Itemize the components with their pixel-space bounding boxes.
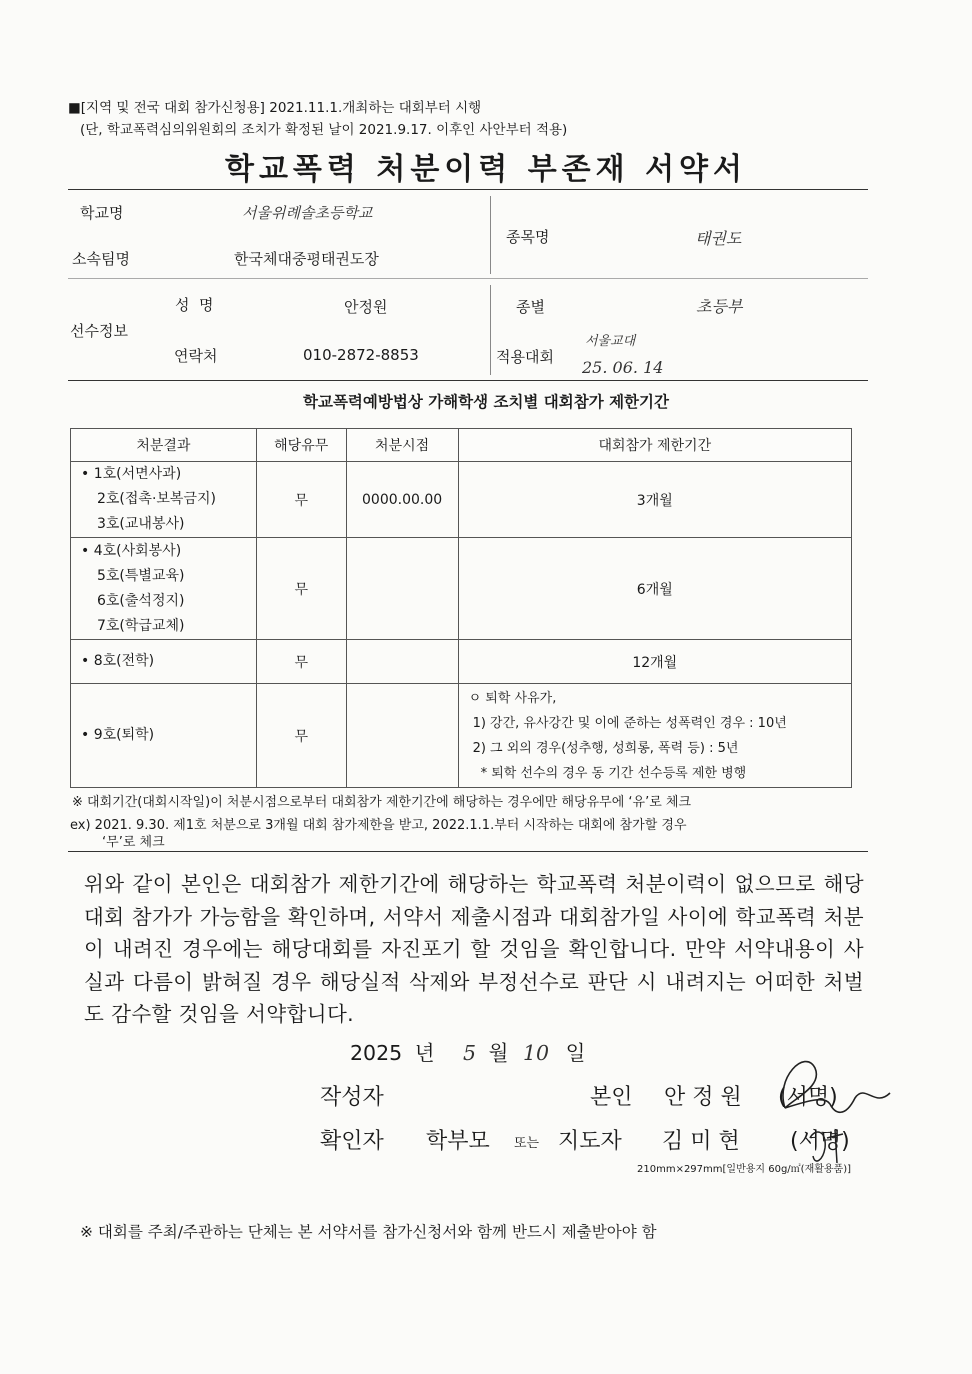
contact-label: 연락처 bbox=[174, 347, 218, 365]
player-info-label: 선수정보 bbox=[70, 322, 128, 340]
header-date: 처분시점 bbox=[346, 429, 458, 462]
info-mid-border bbox=[68, 278, 868, 279]
result-line: 3호(교내봉사) bbox=[97, 516, 185, 532]
footer-note: ※ 대회를 주최/주관하는 단체는 본 서약서를 참가신청서와 함께 반드시 제출받아야 함 bbox=[80, 1223, 657, 1241]
result-cell bbox=[71, 640, 257, 684]
table-row bbox=[71, 538, 852, 640]
info-divider-2 bbox=[490, 285, 491, 375]
date-cell: 0000.00.00 bbox=[346, 462, 458, 538]
date-month: 5 bbox=[463, 1041, 477, 1065]
table-row bbox=[71, 462, 852, 538]
result-line: • 4호(사회봉사) bbox=[81, 542, 182, 559]
result-line: 6호(출석정지) bbox=[97, 592, 185, 609]
name-value: 안정원 bbox=[344, 298, 388, 316]
confirm-label: 확인자 bbox=[320, 1129, 384, 1154]
info-top-border bbox=[68, 189, 868, 190]
paper-spec: 210mm×297mm[일반용지 60g/㎡(재활용품)] bbox=[637, 1164, 852, 1175]
limit-line: * 퇴학 선수의 경우 동 기간 선수등록 제한 병행 bbox=[480, 765, 747, 781]
header-line-2: (단, 학교폭력심의위원회의 조치가 확정된 날이 2021.9.17. 이후인 사안부터 적용) bbox=[80, 122, 568, 138]
result-line: • 1호(서면사과) bbox=[81, 466, 182, 482]
writer-role: 본인 bbox=[590, 1085, 633, 1110]
restriction-table bbox=[70, 428, 852, 788]
result-line: 2호(접촉·보복금지) bbox=[97, 491, 216, 507]
team-label: 소속팀명 bbox=[72, 250, 130, 268]
has-cell: 무 bbox=[256, 462, 346, 538]
note-1: ※ 대회기간(대회시작일)이 처분시점으로부터 대회참가 제한기간에 해당하는 경우에만 해당유무에 ‘유’로 체크 bbox=[72, 795, 692, 810]
header-has: 해당유무 bbox=[256, 429, 346, 462]
date-cell bbox=[346, 640, 458, 684]
limit-line: 2) 그 외의 경우(성추행, 성희롱, 폭력 등) : 5년 bbox=[472, 740, 739, 756]
date-month-unit: 월 bbox=[488, 1041, 509, 1065]
category-value: 초등부 bbox=[696, 297, 743, 316]
sport-label: 종목명 bbox=[506, 228, 550, 246]
writer-sign-label: (서명) bbox=[778, 1085, 838, 1110]
date-year: 2025 bbox=[350, 1041, 403, 1065]
confirm-name: 김 미 현 bbox=[662, 1129, 740, 1154]
date-cell bbox=[346, 538, 458, 640]
table-header-row bbox=[71, 429, 852, 462]
event-value-line2: 25. 06. 14 bbox=[582, 358, 664, 377]
limit-cell: 12개월 bbox=[458, 640, 851, 684]
result-line: • 9호(퇴학) bbox=[81, 727, 155, 743]
pledge-date bbox=[350, 1036, 585, 1066]
info-bottom-border bbox=[68, 380, 868, 381]
result-cell bbox=[71, 684, 257, 788]
page-title: 학교폭력 처분이력 부존재 서약서 bbox=[224, 152, 748, 187]
event-label: 적용대회 bbox=[496, 348, 554, 366]
result-cell bbox=[71, 538, 257, 640]
date-year-unit: 년 bbox=[414, 1041, 435, 1065]
pledge-text: 위와 같이 본인은 대회참가 제한기간에 해당하는 학교폭력 처분이력이 없으므로 해당 대회 참가가 가능함을 확인하며, 서약서 제출시점과 대회참가일 사이에 학교폭력 처분이 내려진 경우에는 해당대회를 자진포기 할 것임을 확인합니다. 만약 서약내용이 사실과 다름이 밝혀질 경우 해당실적 삭제와 부정선수로 판단 시 내려지는 어떠한 처벌도 감수할 것임을 서약합니다. bbox=[84, 872, 864, 1026]
signature-scribble bbox=[755, 1038, 905, 1178]
date-cell bbox=[346, 684, 458, 788]
confirm-sign-label: (서명) bbox=[790, 1129, 850, 1154]
school-label: 학교명 bbox=[80, 204, 124, 222]
has-cell: 무 bbox=[256, 538, 346, 640]
limit-line: 1) 강간, 유사강간 및 이에 준하는 성폭력인 경우 : 10년 bbox=[472, 715, 787, 731]
confirm-role-coach: 지도자 bbox=[558, 1129, 622, 1154]
writer-label: 작성자 bbox=[320, 1085, 384, 1110]
date-day-unit: 일 bbox=[565, 1041, 586, 1065]
name-label: 성 명 bbox=[175, 296, 214, 314]
team-value: 한국체대중평태권도장 bbox=[234, 250, 379, 268]
limit-cell: 6개월 bbox=[458, 538, 851, 640]
contact-value: 010-2872-8853 bbox=[303, 346, 419, 364]
header-result: 처분결과 bbox=[71, 429, 257, 462]
confirm-role-parent: 학부모 bbox=[426, 1129, 490, 1154]
limit-line: ㅇ 퇴학 사유가, bbox=[468, 690, 557, 706]
category-label: 종별 bbox=[516, 298, 545, 316]
header-limit: 대회참가 제한기간 bbox=[458, 429, 851, 462]
sport-value: 태권도 bbox=[695, 229, 742, 248]
result-line: 7호(학급교체) bbox=[97, 617, 185, 634]
notes-divider bbox=[68, 851, 868, 852]
table-row bbox=[71, 640, 852, 684]
table-row bbox=[71, 684, 852, 788]
note-2: ex) 2021. 9.30. 제1호 처분으로 3개월 대회 참가제한을 받고, 2022.1.1.부터 시작하는 대회에 참가할 경우 bbox=[70, 818, 687, 833]
has-cell: 무 bbox=[256, 640, 346, 684]
result-line: 5호(특별교육) bbox=[97, 567, 185, 584]
confirm-or: 또는 bbox=[514, 1136, 540, 1151]
writer-name: 안 정 원 bbox=[664, 1085, 742, 1110]
info-divider-1 bbox=[490, 196, 491, 274]
date-day: 10 bbox=[522, 1041, 550, 1065]
event-value-line1: 서울교대 bbox=[585, 334, 636, 349]
limit-cell bbox=[458, 684, 851, 788]
result-cell bbox=[71, 462, 257, 538]
result-line: • 8호(전학) bbox=[81, 653, 155, 669]
has-cell: 무 bbox=[256, 684, 346, 788]
note-3: ‘무’로 체크 bbox=[102, 835, 165, 850]
limit-cell: 3개월 bbox=[458, 462, 851, 538]
school-value: 서울위례솔초등학교 bbox=[242, 204, 373, 222]
header-line-1: ■[지역 및 전국 대회 참가신청용] 2021.11.1.개최하는 대회부터 시행 bbox=[68, 100, 482, 116]
restriction-table-title: 학교폭력예방법상 가해학생 조치별 대회참가 제한기간 bbox=[303, 393, 669, 411]
